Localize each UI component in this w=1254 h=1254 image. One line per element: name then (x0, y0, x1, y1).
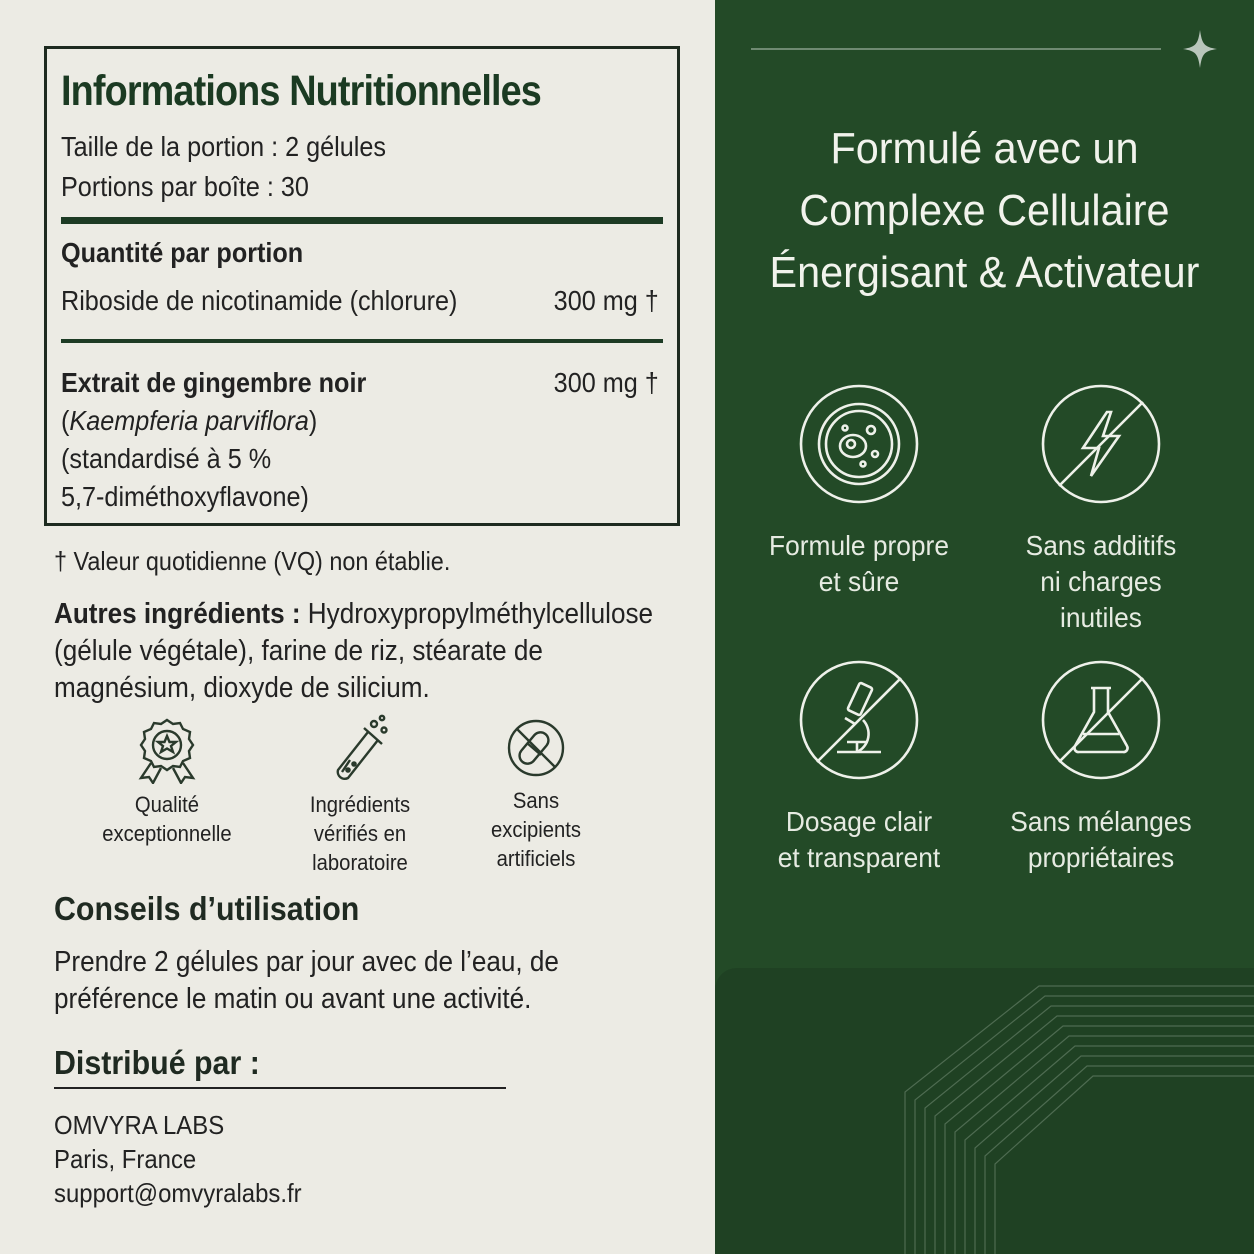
ingredient-amount-1: 300 mg † (553, 285, 659, 316)
distributor-city: Paris, France (54, 1144, 197, 1174)
thick-divider (61, 217, 663, 224)
feature-3-line-2: et transparent (777, 842, 941, 873)
distributor-title: Distribué par : (54, 1044, 260, 1081)
feature-no-additives (981, 382, 1221, 636)
right-panel (715, 0, 1254, 1254)
feature-1-line-2: et sûre (818, 566, 900, 597)
microscope-icon (797, 658, 921, 782)
headline (731, 118, 1238, 304)
serving-size: Taille de la portion : 2 gélules (61, 131, 387, 162)
top-divider (751, 48, 1161, 50)
feature-4-line-2: propriétaires (1027, 842, 1175, 873)
other-ingredients-label: Autres ingrédients : (54, 598, 301, 630)
no-capsule-icon (504, 716, 568, 780)
feature-1-line-1: Formule propre (769, 530, 949, 561)
feature-2-line-2: ni charges (1040, 566, 1162, 597)
divider (61, 339, 663, 343)
no-flask-icon (1039, 658, 1163, 782)
distributor-name: OMVYRA LABS (54, 1110, 225, 1140)
feature-clean-formula (739, 382, 979, 600)
nutrition-title: Informations Nutritionnelles (61, 67, 541, 115)
cell-icon (797, 382, 921, 506)
badge-lab-verified (275, 712, 445, 877)
footnote: † Valeur quotidienne (VQ) non établie. (54, 546, 451, 576)
feature-2-line-3: inutiles (1060, 602, 1142, 633)
badge-lab-line2: vérifiés en (313, 821, 407, 846)
feature-clear-dosage (739, 658, 979, 876)
badge-lab-line3: laboratoire (312, 850, 408, 875)
badge-quality-line2: exceptionnelle (102, 821, 232, 846)
distributor-email: support@omvyralabs.fr (54, 1178, 302, 1208)
ingredient-latin: (Kaempferia parviflora) (61, 405, 318, 436)
no-lightning-icon (1039, 382, 1163, 506)
ingredient-detail-2: 5,7-diméthoxyflavone) (61, 481, 309, 512)
ingredient-name-1: Riboside de nicotinamide (chlorure) (61, 285, 458, 316)
latin-name: Kaempferia parviflora (69, 405, 309, 436)
badge-no-excipients (451, 716, 621, 873)
decorative-lower-panel (715, 968, 1254, 1254)
feature-4-line-1: Sans mélanges (1010, 806, 1192, 837)
headline-line-3: Énergisant & Activateur (769, 248, 1200, 297)
other-ingredients (54, 596, 666, 707)
headline-line-1: Formulé avec un (830, 124, 1139, 173)
feature-2-line-1: Sans additifs (1025, 530, 1177, 561)
distributor-divider (54, 1087, 506, 1089)
other-ingredients-text: Hydroxypropylméthylcellulose (gélule végétale), farine de riz, stéarate de magnésium, dioxyde de silicium. (54, 598, 654, 704)
badge-lab-line1: Ingrédients (309, 792, 411, 817)
award-ribbon-icon (135, 716, 199, 784)
usage-line-2: préférence le matin ou avant une activité. (54, 983, 532, 1015)
servings-per-box: Portions par boîte : 30 (61, 171, 309, 202)
usage-line-1: Prendre 2 gélules par jour avec de l’eau, de (54, 946, 559, 978)
ingredient-amount-2: 300 mg † (553, 367, 659, 398)
distributor-address (54, 1108, 302, 1210)
amount-header: Quantité par portion (61, 237, 304, 268)
badge-quality (82, 716, 252, 848)
test-tube-icon (328, 712, 392, 784)
ingredient-name-2: Extrait de gingembre noir (61, 367, 367, 398)
nutrition-facts-box (44, 46, 680, 526)
sparkle-icon (1181, 28, 1219, 70)
feature-3-line-1: Dosage clair (785, 806, 933, 837)
badge-excipients-line2: excipients (490, 817, 582, 842)
badge-excipients-line1: Sans (512, 788, 560, 813)
ingredient-detail-1: (standardisé à 5 % (61, 443, 272, 474)
headline-line-2: Complexe Cellulaire (799, 186, 1170, 235)
usage-title: Conseils d’utilisation (54, 890, 360, 927)
badge-excipients-line3: artificiels (496, 846, 576, 871)
decorative-lines (715, 968, 1254, 1254)
badge-quality-line1: Qualité (134, 792, 200, 817)
feature-no-blends (981, 658, 1221, 876)
